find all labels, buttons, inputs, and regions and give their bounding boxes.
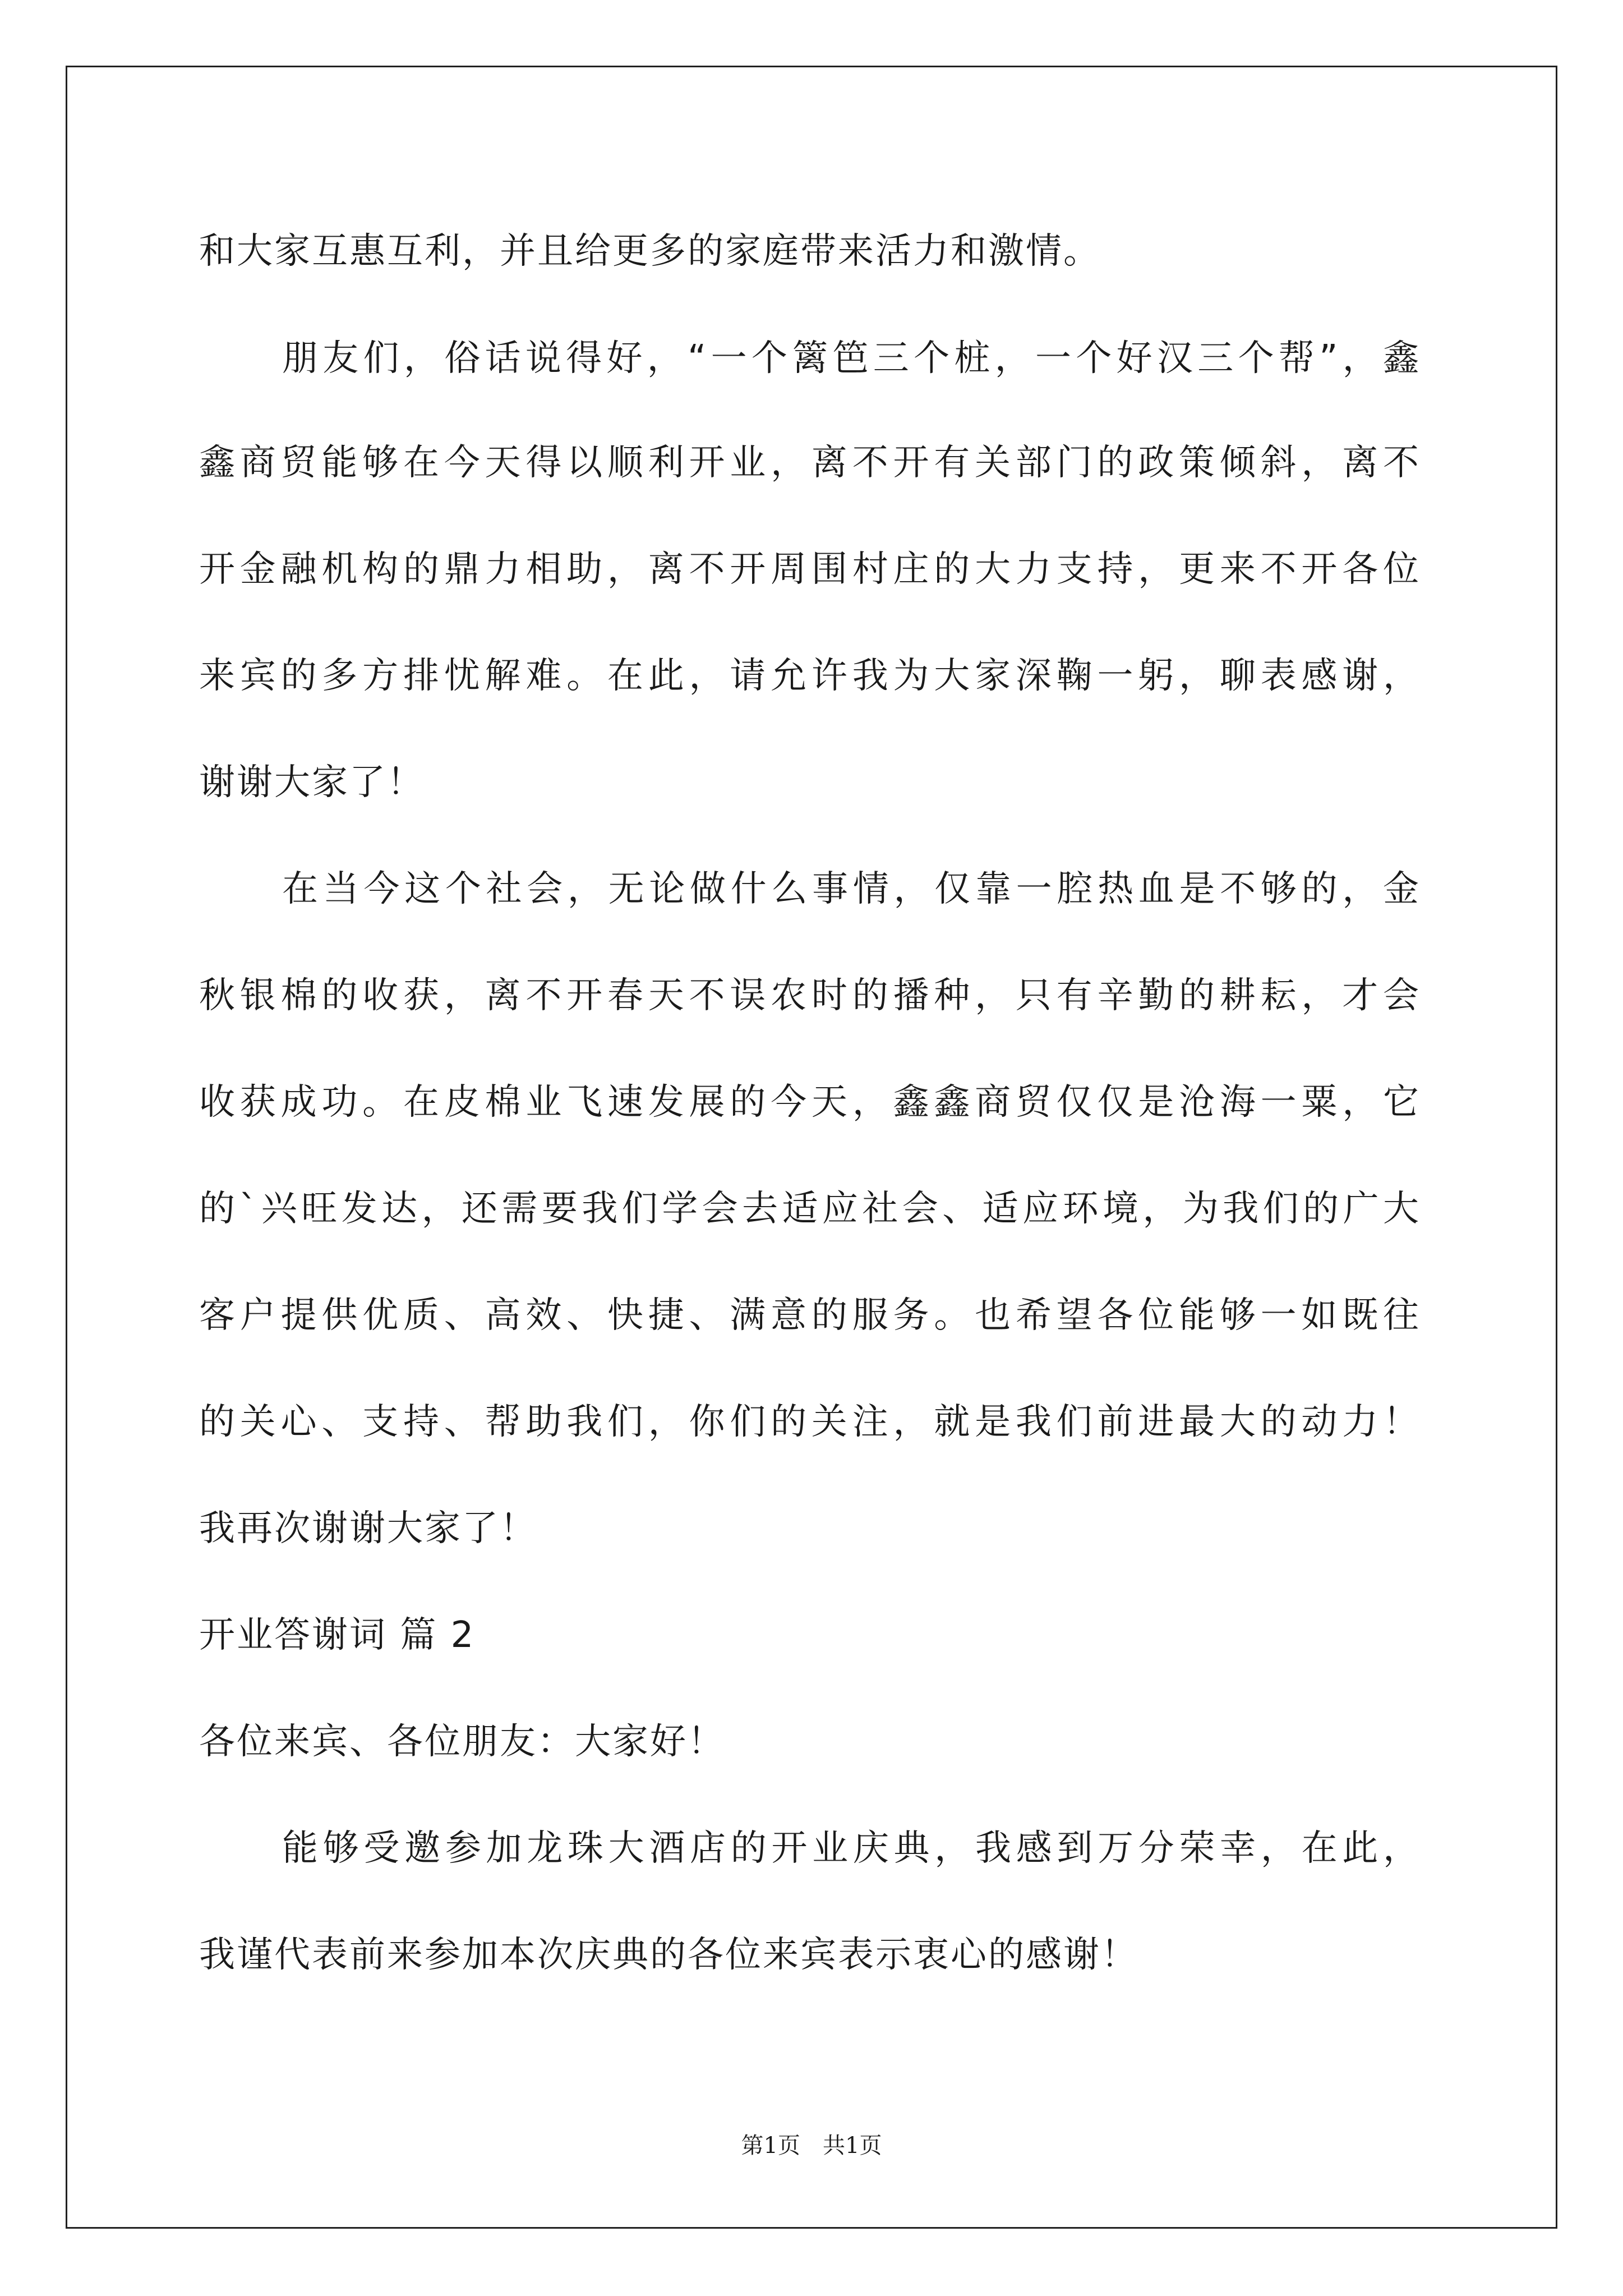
paragraph-line: 朋友们，俗话说得好，“一个篱笆三个桩，一个好汉三个帮”，鑫 xyxy=(282,338,1421,379)
paragraph-line: 的关心、支持、帮助我们，你们的关注，就是我们前进最大的动力！ xyxy=(199,1401,1421,1443)
paragraph-line: 开金融机构的鼎力相助，离不开周围村庄的大力支持，更来不开各位 xyxy=(199,549,1421,590)
paragraph-line: 我谨代表前来参加本次庆典的各位来宾表示衷心的感谢！ xyxy=(199,1934,1138,1976)
paragraph-line: 能够受邀参加龙珠大酒店的开业庆典，我感到万分荣幸，在此， xyxy=(282,1828,1421,1869)
paragraph-line: 的`兴旺发达，还需要我们学会去适应社会、适应环境，为我们的广大 xyxy=(199,1188,1421,1230)
paragraph-line: 收获成功。在皮棉业飞速发展的今天，鑫鑫商贸仅仅是沧海一粟，它 xyxy=(199,1082,1421,1123)
paragraph-line: 和大家互惠互利，并且给更多的家庭带来活力和激情。 xyxy=(199,231,1101,272)
paragraph-line: 在当今这个社会，无论做什么事情，仅靠一腔热血是不够的，金 xyxy=(282,868,1421,910)
paragraph-line: 鑫商贸能够在今天得以顺利开业，离不开有关部门的政策倾斜，离不 xyxy=(199,442,1421,484)
paragraph-line: 我再次谢谢大家了！ xyxy=(199,1508,537,1549)
page-border xyxy=(66,66,1557,2229)
paragraph-line: 客户提供优质、高效、快捷、满意的服务。也希望各位能够一如既往 xyxy=(199,1295,1421,1336)
section-heading: 开业答谢词 篇 2 xyxy=(199,1614,476,1656)
paragraph-line: 来宾的多方排忧解难。在此，请允许我为大家深鞠一躬，聊表感谢， xyxy=(199,655,1421,697)
salutation: 各位来宾、各位朋友：大家好！ xyxy=(199,1721,725,1763)
paragraph-line: 谢谢大家了！ xyxy=(199,762,425,803)
paragraph-line: 秋银棉的收获，离不开春天不误农时的播种，只有辛勤的耕耘，才会 xyxy=(199,975,1421,1016)
page-number-footer: 第1页 共1页 xyxy=(741,2133,882,2159)
